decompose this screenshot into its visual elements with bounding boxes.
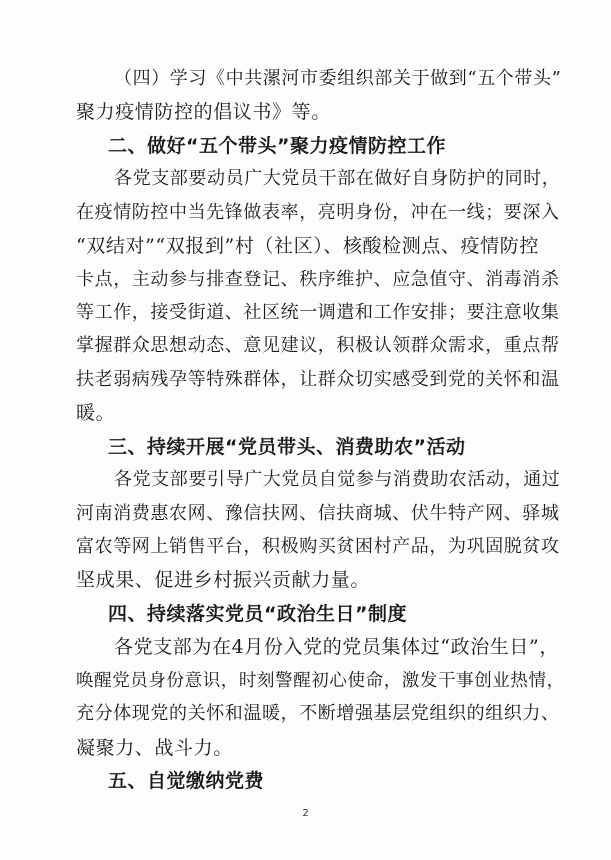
paragraph-line: “双结对”“双报到”村（社区）、核酸检测点、疫情防控 xyxy=(76,235,539,257)
paragraph-line: 在疫情防控中当先锋做表率，亮明身份，冲在一线；要深入 xyxy=(76,202,560,223)
page-number: 2 xyxy=(302,808,309,819)
paragraph-line: 凝聚力、战斗力。 xyxy=(76,737,233,759)
paragraph-line: 河南消费惠农网、豫信扶网、信扶商城、伏牛特产网、驿城 xyxy=(76,503,560,524)
paragraph-line: 各党支部为在4月份入党的党员集体过“政治生日”， xyxy=(114,636,559,658)
section-heading: 二、做好“五个带头”聚力疫情防控工作 xyxy=(108,135,446,157)
paragraph-line: 富农等网上销售平台，积极购买贫困村产品，为巩固脱贫攻 xyxy=(76,536,560,557)
paragraph-line: 各党支部要引导广大党员自觉参与消费助农活动，通过 xyxy=(114,469,561,490)
paragraph-line: （四）学习《中共漯河市委组织部关于做到“五个带头” xyxy=(114,68,562,89)
section-heading: 四、持续落实党员“政治生日”制度 xyxy=(108,603,407,625)
paragraph-line: 充分体现党的关怀和温暖，不断增强基层党组织的组织力、 xyxy=(76,703,560,724)
paragraph-line: 聚力疫情防控的倡议书》等。 xyxy=(76,101,331,123)
paragraph-line: 暖。 xyxy=(76,402,116,424)
section-heading: 三、持续开展“党员带头、消费助农”活动 xyxy=(108,436,466,458)
paragraph-line: 坚成果、促进乡村振兴贡献力量。 xyxy=(76,569,371,591)
paragraph-line: 各党支部要动员广大党员干部在做好自身防护的同时， xyxy=(114,168,561,189)
paragraph-line: 唤醒党员身份意识，时刻警醒初心使命，激发干事创业热情， xyxy=(76,671,565,691)
paragraph-line: 掌握群众思想动态、意见建议，积极认领群众需求，重点帮 xyxy=(76,335,560,356)
paragraph-line: 等工作，接受街道、社区统一调遣和工作安排；要注意收集 xyxy=(76,302,560,323)
paragraph-line: 卡点，主动参与排查登记、秩序维护、应急值守、消毒消杀 xyxy=(76,269,560,290)
section-heading: 五、自觉缴纳党费 xyxy=(108,770,265,792)
paragraph-line: 扶老弱病残孕等特殊群体，让群众切实感受到党的关怀和温 xyxy=(76,369,560,390)
